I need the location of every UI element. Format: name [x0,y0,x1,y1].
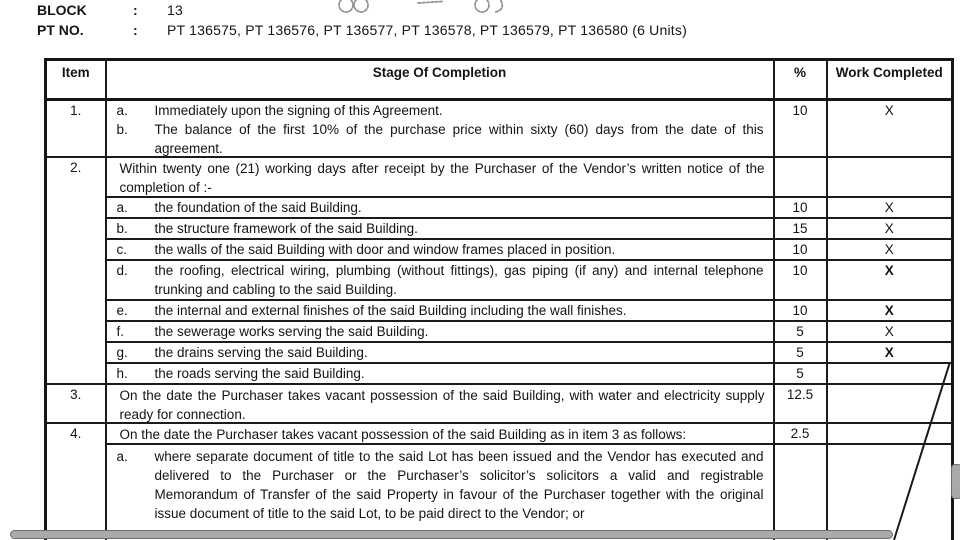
percent-value: 5 [774,363,827,384]
col-header-item: Item [46,60,106,100]
stage-text: the internal and external finishes of the said Building including the wall finishes. [154,303,627,318]
table-row-2f [46,321,953,342]
percent-value: 10 [774,260,827,300]
col-header-percent: % [774,60,827,100]
stage-text: Within twenty one (21) working days after receipt by the Purchaser of the Vendor’s written notice of the completion of :- [119,161,765,195]
stage-text: the drains serving the said Building. [154,345,368,360]
percent-value: 10 [774,197,827,218]
percent-value: 10 [774,239,827,260]
pt-no-label: PT NO. [37,22,84,38]
sub-letter: e. [116,303,128,318]
col-header-stage: Stage Of Completion [106,60,774,100]
stage-text: the roofing, electrical wiring, plumbing (without fittings), gas piping (if any) and internal telephone trunking and cabling to the said Building. [154,263,764,297]
completion-table [44,58,954,540]
sub-letter: c. [116,242,128,257]
sub-letter: a. [116,200,128,215]
table-header-row [46,60,953,100]
work-completed-mark [827,384,953,423]
sub-letter: h. [116,366,128,381]
block-value: 13 [167,2,183,18]
work-completed-mark: X [827,260,953,300]
stage-text: the structure framework of the said Building. [154,221,418,236]
handwritten-marks [330,0,530,20]
table-row-2h [46,363,953,384]
table-row-2g [46,342,953,363]
stage-text: the foundation of the said Building. [154,200,362,215]
item-number: 1. [46,100,106,158]
sub-letter: d. [116,263,128,278]
sub-letter: b. [116,122,128,137]
table-row-2a [46,197,953,218]
block-colon: : [133,2,138,18]
stage-text: the walls of the said Building with door and window frames placed in position. [154,242,616,257]
work-completed-mark [827,444,953,540]
stage-text: the sewerage works serving the said Building. [154,324,429,339]
work-completed-mark: X [827,300,953,321]
table-row-2d [46,260,953,300]
work-completed-mark: X [827,100,953,158]
work-completed-mark: X [827,218,953,239]
percent-value: 5 [774,342,827,363]
stage-text: On the date the Purchaser takes vacant possession of the said Building as in item 3 as follows: [119,427,687,442]
table-row-4 [46,423,953,444]
pt-no-value: PT 136575, PT 136576, PT 136577, PT 136578, PT 136579, PT 136580 (6 Units) [167,22,687,38]
percent-value: 5 [774,321,827,342]
block-label: BLOCK [37,2,87,18]
table-row-2e [46,300,953,321]
item-number: 4. [46,423,106,540]
horizontal-scrollbar[interactable] [10,530,893,539]
stage-text: Immediately upon the signing of this Agreement. [154,103,443,118]
sub-letter: a. [116,103,128,118]
table-row-2b [46,218,953,239]
percent-value: 15 [774,218,827,239]
work-completed-mark [827,363,953,384]
work-completed-mark [827,157,953,197]
item-number: 3. [46,384,106,423]
col-header-work-completed: Work Completed [827,60,953,100]
work-completed-mark: X [827,239,953,260]
pt-no-colon: : [133,22,138,38]
percent-value [774,444,827,540]
sub-letter: g. [116,345,128,360]
table-row-2c [46,239,953,260]
stage-text: The balance of the first 10% of the purchase price within sixty (60) days from the date of this agreement. [154,122,764,156]
table-row-3 [46,384,953,423]
percent-value: 10 [774,100,827,158]
stage-text: On the date the Purchaser takes vacant possession of the said Building, with water and electricity supply ready for connection. [119,388,765,422]
percent-value: 2.5 [774,423,827,444]
work-completed-mark: X [827,197,953,218]
work-completed-mark: X [827,321,953,342]
sub-letter: a. [116,449,128,464]
item-number: 2. [46,157,106,384]
work-completed-mark [827,423,953,444]
percent-value: 10 [774,300,827,321]
sub-letter: f. [116,324,125,339]
vertical-scrollbar[interactable] [951,464,960,499]
table-row-4a [46,444,953,540]
stage-text: where separate document of title to the said Lot has been issued and the Vendor has executed and delivered to the Purchaser or the Purchaser’s solicitor’s solicitors a valid and registrable Memorandum of Transfer of the said Property in favour of the Purchaser together with the original issue document of title to the said Lot, to be paid direct to the Vendor; or [154,449,764,521]
stage-text: the roads serving the said Building. [154,366,365,381]
table-row-1 [46,100,953,158]
percent-value: 12.5 [774,384,827,423]
percent-value [774,157,827,197]
sub-letter: b. [116,221,128,236]
table-row-2 [46,157,953,197]
work-completed-mark: X [827,342,953,363]
stage-cell [107,101,773,156]
